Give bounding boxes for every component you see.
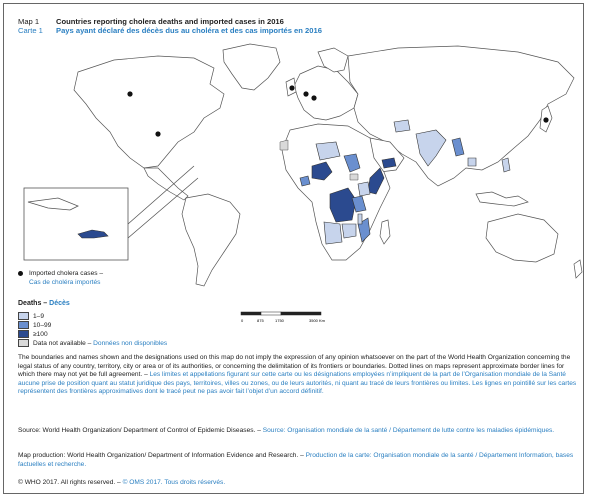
legend-swatch-10to99: [18, 321, 29, 329]
scale-label-875: 875: [257, 318, 264, 323]
region-deaths-1to9-afghanistan: [394, 120, 410, 132]
legend-imported-en: Imported cholera cases –: [29, 270, 104, 277]
land-indonesia: [476, 192, 528, 206]
scale-label-1750: 1750: [275, 318, 284, 323]
land-new-zealand: [574, 260, 582, 278]
imported-case-dot-usa: [155, 131, 160, 136]
land-south-america: [182, 194, 240, 286]
map-title-fr: Pays ayant déclaré des décès dus au choléra et des cas importés en 2016: [56, 26, 322, 35]
imported-case-dot-japan: [543, 117, 548, 122]
source-paragraph: [18, 427, 580, 436]
region-deaths-1to9-philippines: [502, 158, 510, 172]
region-deaths-100plus-yemen: [382, 158, 396, 168]
legend-swatch-100plus: [18, 330, 29, 338]
source-fr: Source: Organisation mondiale de la santé / Département de lutte contre les maladies épidémiques.: [262, 427, 555, 434]
source-en: Source: World Health Organization/ Department of Control of Epidemic Diseases. –: [18, 427, 261, 434]
copyright-en: © WHO 2017. All rights reserved. –: [18, 479, 121, 486]
region-deaths-1to9-angola: [324, 222, 342, 244]
land-australia: [486, 214, 558, 262]
copyright-paragraph: [18, 479, 580, 488]
legend-class-2-label: 10–99: [33, 321, 52, 329]
legend-deaths-en: Deaths –: [18, 300, 48, 307]
imported-case-dot-germany: [311, 95, 316, 100]
scale-bar: [239, 310, 339, 324]
title-fr: [18, 26, 322, 35]
legend-na-en: Data not available –: [33, 339, 92, 347]
production-fr: Production de la carte: Organisation mondiale de la santé / Département Information, bases factuelles et recherche.: [18, 452, 574, 468]
region-deaths-1to9-cambodia: [468, 158, 476, 166]
legend-na: [18, 339, 167, 348]
scale-label-3500: 3500 Km: [309, 318, 326, 323]
figure-frame: [3, 3, 584, 494]
title-en: [18, 17, 284, 26]
caribbean-inset: [24, 166, 198, 260]
production-en: Map production: World Health Organization/ Department of Information Evidence and Research. –: [18, 452, 304, 459]
land-greenland: [223, 44, 280, 90]
legend-swatch-1to9: [18, 312, 29, 320]
disclaimer-fr: Les limites et appellations figurant sur cette carte ou les désignations employées n’impliquent de la part de l’Organisation mondiale de la Santé aucune prise de position quant au statut juridique des pays, territoires, villes ou zones, ou de leurs autorités, ni quant au tracé de leurs frontières ou limites. Les lignes en pointillé sur les cartes représentent des frontières approximatives dont le tracé peut ne pas avoir fait l’objet d’un accord définitif.: [18, 371, 577, 396]
production-paragraph: [18, 452, 580, 469]
legend-class-3-label: ≥100: [33, 330, 48, 338]
legend-na-fr: Données non disponibles: [93, 339, 168, 347]
legend-class-3: [18, 330, 48, 339]
copyright-fr: © OMS 2017. Tous droits réservés.: [122, 479, 226, 486]
region-na-south-sudan: [350, 174, 358, 180]
map-number-en: Map 1: [18, 17, 40, 26]
legend-imported-fr: Cas de choléra importés: [29, 279, 101, 286]
scale-label-0: 0: [241, 318, 244, 323]
disclaimer-en: The boundaries and names shown and the designations used on this map do not imply the expression of any opinion whatsoever on the part of the World Health Organization concerning the legal status of any country, territory, city or area or of its authorities, or concerning the delimitation of its frontiers or boundaries. Dotted lines on maps represent approximate border lines for which there may not yet be full agreement. –: [18, 354, 571, 379]
legend-swatch-na: [18, 339, 29, 347]
region-deaths-1to9-kenya: [358, 182, 370, 196]
imported-case-dot-icon: [18, 271, 23, 276]
legend-deaths-fr: Décès: [49, 300, 70, 307]
region-deaths-1to9-malawi: [358, 214, 362, 224]
region-na-western-sahara: [280, 140, 288, 150]
map-number-fr: Carte 1: [18, 26, 43, 35]
legend-class-1: [18, 312, 44, 321]
imported-case-dot-uk: [289, 85, 294, 90]
region-deaths-1to9-zambia: [342, 224, 356, 238]
legend-deaths-heading: [18, 300, 70, 307]
land-madagascar: [380, 220, 390, 244]
legend-imported-fr-row: [29, 279, 100, 287]
imported-case-dot-canada: [127, 91, 132, 96]
land-central-america: [144, 168, 188, 200]
land-north-america: [74, 56, 224, 168]
region-deaths-10to99-ghana: [300, 176, 310, 186]
disclaimer-paragraph: [18, 354, 580, 397]
world-map: [18, 38, 586, 294]
imported-case-dot-netherlands: [303, 91, 308, 96]
legend-imported: [18, 270, 103, 278]
legend-class-1-label: 1–9: [33, 312, 45, 320]
map-title-en: Countries reporting cholera deaths and imported cases in 2016: [56, 17, 284, 26]
legend-class-2: [18, 321, 51, 330]
